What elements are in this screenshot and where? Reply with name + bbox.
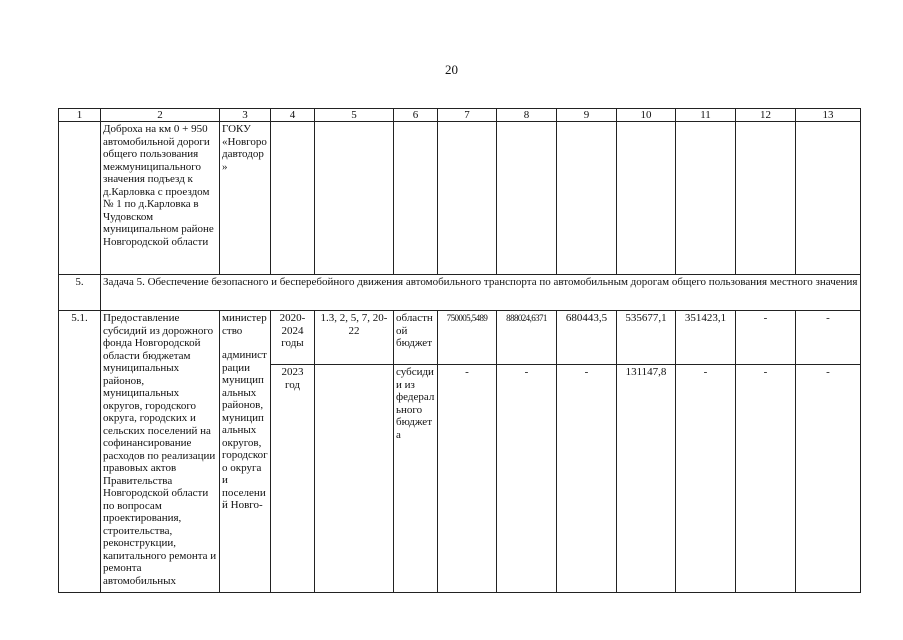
column-number: 7 (438, 109, 497, 122)
funding-value: 351423,1 (676, 311, 736, 365)
page-number: 20 (445, 62, 458, 77)
executor: ГОКУ «Новгородавтодор» (220, 122, 271, 275)
funding-value: - (736, 365, 796, 593)
funding-value: 750005,5489 (438, 311, 497, 365)
column-number: 12 (736, 109, 796, 122)
table-row (59, 122, 861, 275)
task-row (59, 275, 861, 311)
column-number: 5 (315, 109, 394, 122)
column-number: 3 (220, 109, 271, 122)
executor-administrations: администрации муниципальных районов, муниципальных округов, городского округа и поселений Новго- (222, 349, 268, 511)
program-table (58, 108, 861, 593)
table-row (59, 311, 861, 365)
funding-value: - (438, 365, 497, 593)
column-number: 6 (394, 109, 438, 122)
funding-value: 680443,5 (557, 311, 617, 365)
target-indicators: 1.3, 2, 5, 7, 20-22 (315, 311, 394, 365)
task-number: 5. (59, 275, 101, 311)
measure-number: 5.1. (59, 311, 101, 593)
column-number: 9 (557, 109, 617, 122)
funding-value: 131147,8 (617, 365, 676, 593)
target-indicators (315, 365, 394, 593)
executor-ministry: министерство (222, 312, 267, 337)
funding-value: - (796, 311, 861, 365)
funding-value: - (497, 365, 557, 593)
term: 2023 год (271, 365, 315, 593)
column-number: 8 (497, 109, 557, 122)
executor (220, 311, 271, 593)
column-number: 2 (101, 109, 220, 122)
funding-source: областной бюджет (394, 311, 438, 365)
column-number: 13 (796, 109, 861, 122)
task-title: Задача 5. Обеспечение безопасного и бесперебойного движения автомобильного транспорта по автомобильным дорогам общего пользования местного значения (101, 275, 861, 311)
funding-value: - (676, 365, 736, 593)
funding-value: - (736, 311, 796, 365)
column-number: 4 (271, 109, 315, 122)
funding-value: 535677,1 (617, 311, 676, 365)
column-number-row (59, 109, 861, 122)
column-number: 11 (676, 109, 736, 122)
measure-description: Доброха на км 0 + 950 автомобильной дороги общего пользования межмуниципального значения подъезд к д.Карловка с проездом № 1 по д.Карловка в Чудовском муниципальном районе Новгородской области (101, 122, 220, 275)
term: 2020-2024 годы (271, 311, 315, 365)
measure-description: Предоставление субсидий из дорожного фонда Новгородской области бюджетам муниципальных районов, муниципальных округов, городского округа, городских и сельских поселений на софинансирование расходов по реализации правовых актов Правительства Новгородской области по вопросам проектирования, строительства, реконструкции, капитального ремонта и ремонта автомобильных (101, 311, 220, 593)
funding-value: 888024,6371 (497, 311, 557, 365)
funding-source: субсидии из федерального бюджета (394, 365, 438, 593)
column-number: 1 (59, 109, 101, 122)
column-number: 10 (617, 109, 676, 122)
funding-value: - (796, 365, 861, 593)
funding-value: - (557, 365, 617, 593)
